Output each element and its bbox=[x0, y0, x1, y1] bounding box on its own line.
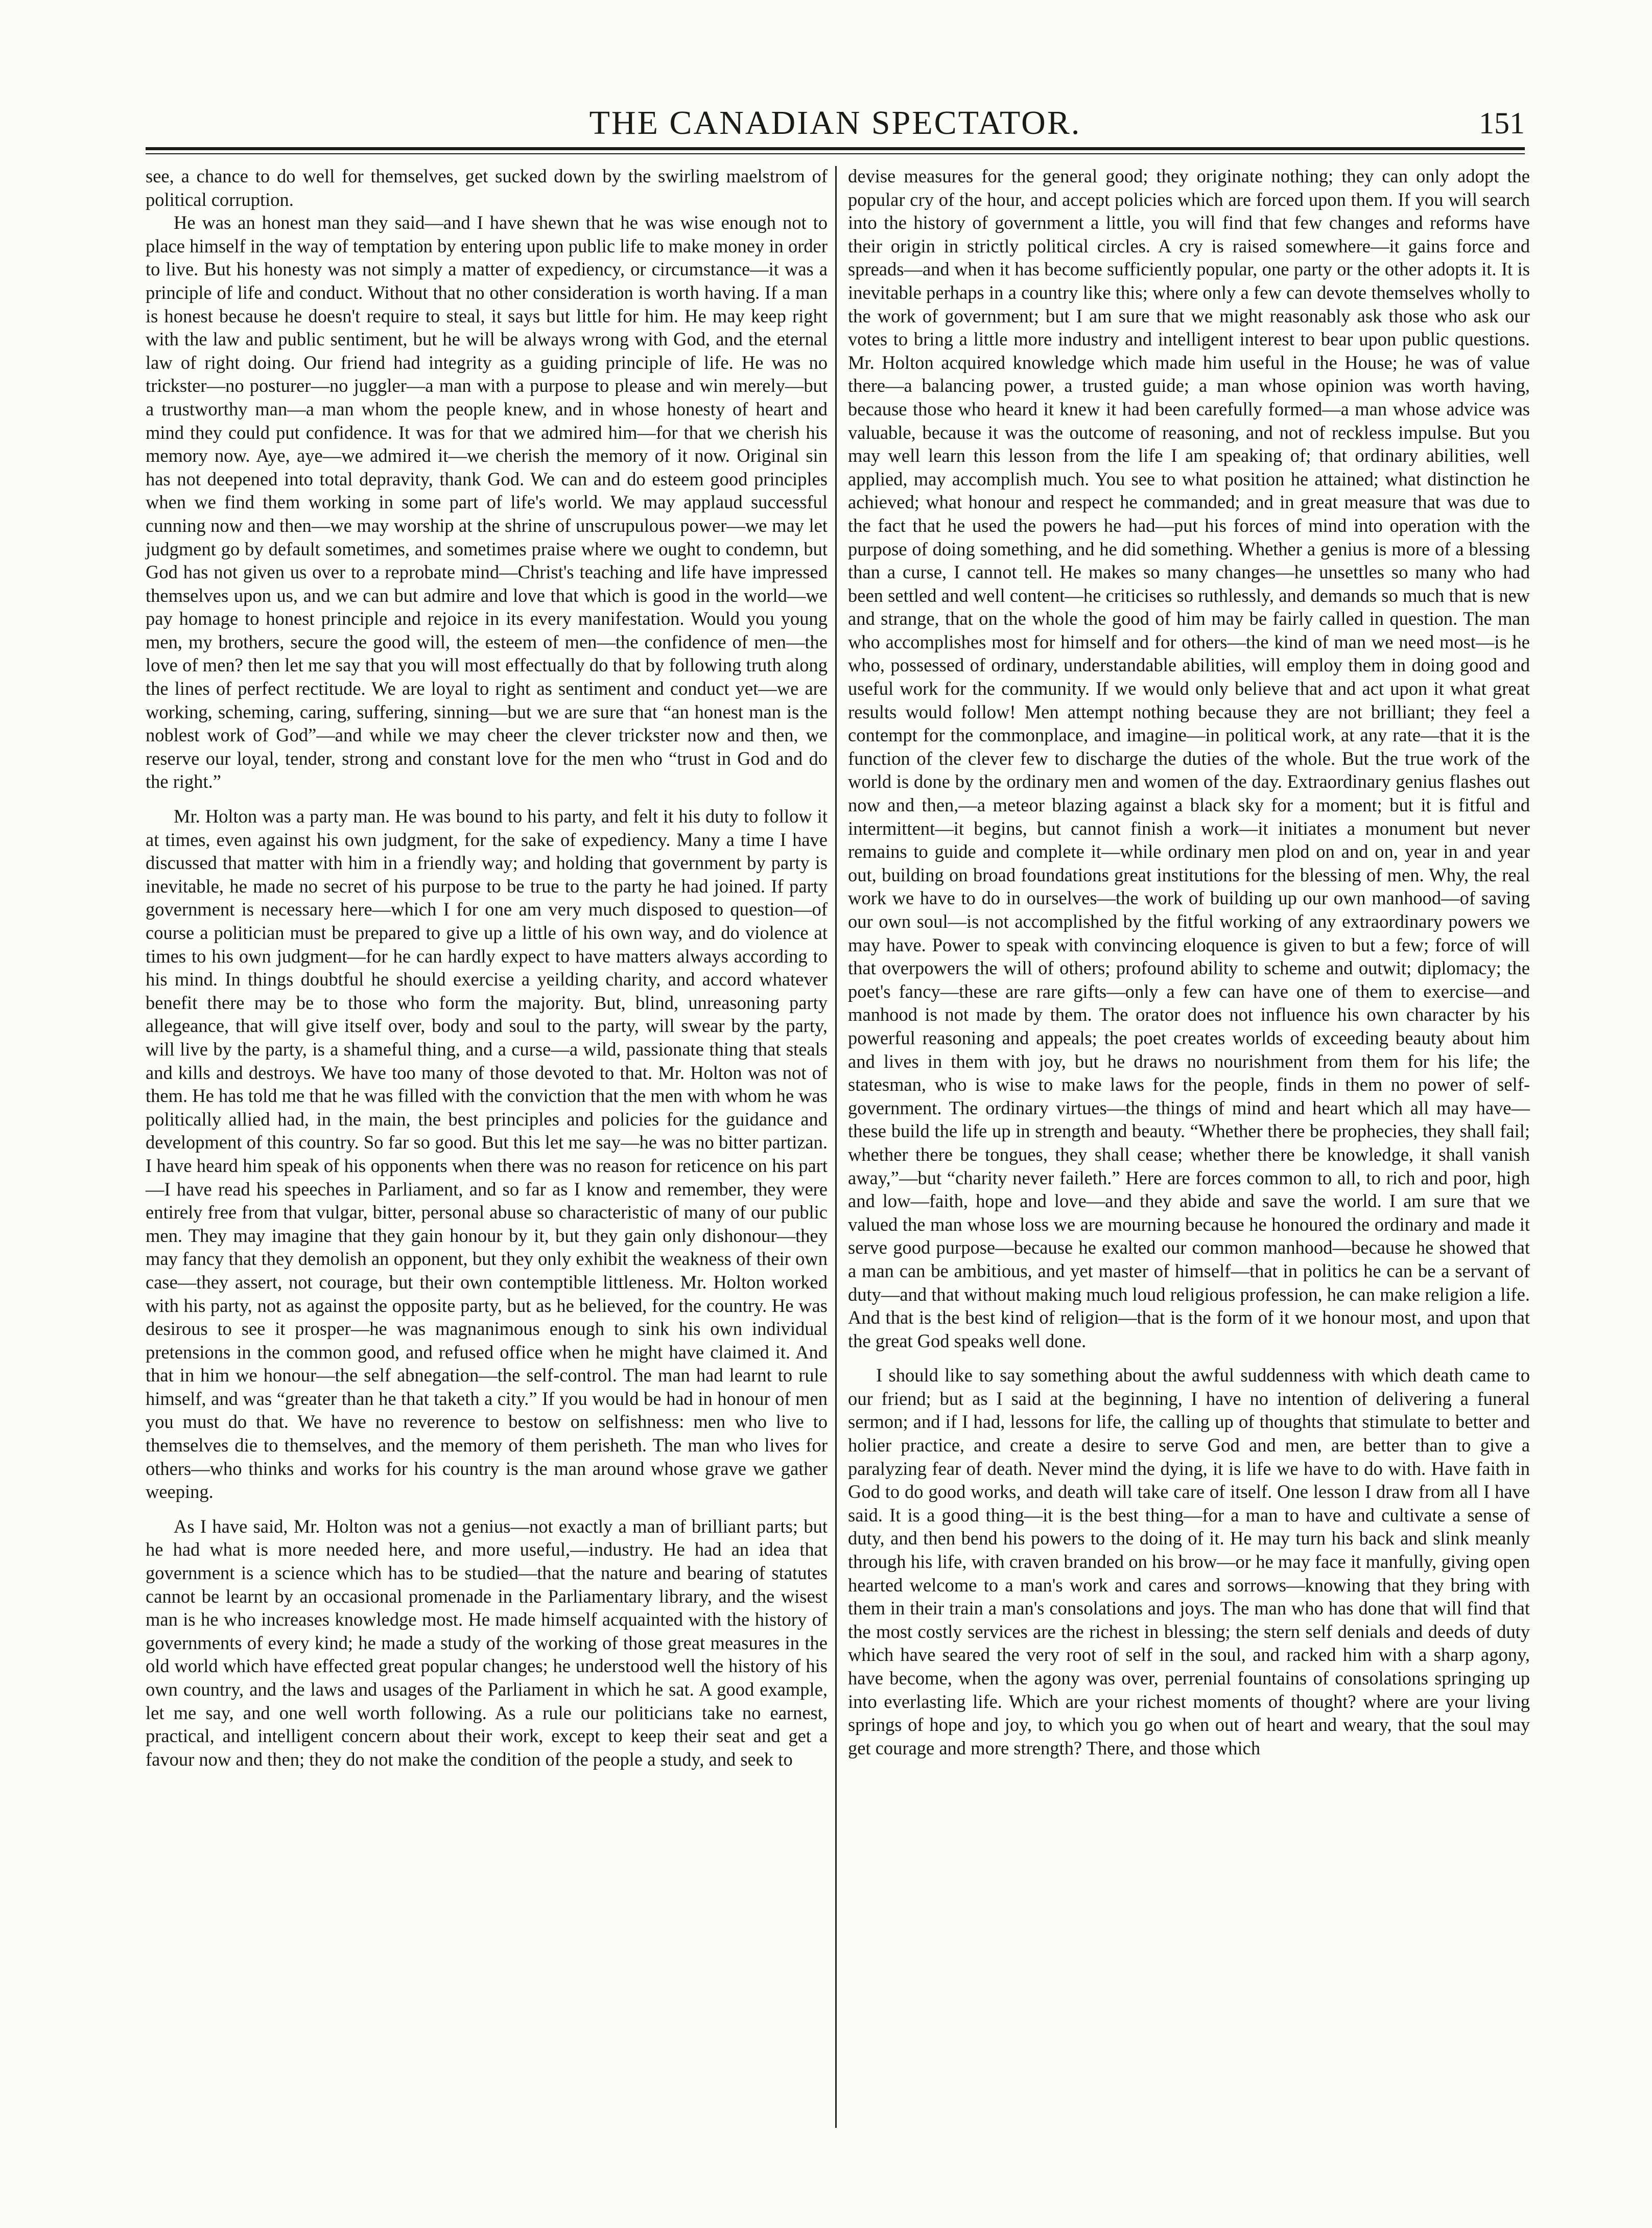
paragraph: Mr. Holton was a party man. He was bound to his party, and felt it his duty to follow it at times, even against his own judgment, for the sake of expediency. Many a time I have discussed that matter with him in a friendly way; and holding that government by party is inevitable, he made no secret of his purpose to be true to the party he had joined. If party government is necessary here—which I for one am very much disposed to question—of course a politician must be prepared to give up a little of his own way, and do violence at times to his own judgment—for he can hardly expect to have matters always according to his mind. In things doubtful he should exercise a yeilding charity, and accord whatever benefit there may be to those who form the majority. But, blind, unreasoning party allegeance, that will give itself over, body and soul to the party, will swear by the party, will live by the party, is a shameful thing, and a curse—a wild, passionate thing that steals and kills and destroys. We have too many of those devoted to that. Mr. Holton was not of them. He has told me that he was filled with the conviction that the men with whom he was politically allied had, in the main, the best principles and policies for the guidance and development of this country. So far so good. But this let me say—he was no bitter partizan. I have heard him speak of his opponents when there was no reason for reticence on his part—I have read his speeches in Parliament, and so far as I know and remember, they were entirely free from that vulgar, bitter, personal abuse so characteristic of many of our public men. They may imagine that they gain honour by it, but they gain only dishonour—they may fancy that they demolish an opponent, but they only exhibit the weakness of their own case—they assert, not courage, but their own contemptible littleness. Mr. Holton worked with his party, not as against the opposite party, but as he believed, for the country. He was desirous to see it prosper—he was magnanimous enough to sink his own individual pretensions in the common good, and refused office when he might have claimed it. And that in him we honour—the self abnegation—the self-control. The man had learnt to rule himself, and was “greater than he that taketh a city.” If you would be had in honour of men you must do that. We have no reverence to bestow on selfishness: men who live to themselves die to themselves, and the memory of them perisheth. The man who lives for others—who thinks and works for his country is the man around whose grave we gather weeping. bbox=[146, 806, 828, 1503]
paragraph: He was an honest man they said—and I have shewn that he was wise enough not to place himself in the way of temptation by entering upon public life to make money in order to live. But his honesty was not simply a matter of expediency, or circumstance—it was a principle of life and conduct. Without that no other consideration is worth having. If a man is honest because he doesn't require to steal, it says but little for him. He may keep right with the law and public sentiment, but he will be always wrong with God, and the eternal law of right doing. Our friend had integrity as a guiding principle of life. He was no trickster—no posturer—no juggler—a man with a purpose to please and win merely—but a trustworthy man—a man whom the people knew, and in whose honesty of heart and mind they could put confidence. It was for that we admired him—for that we cherish his memory now. Aye, aye—we admired it—we cherish the memory of it now. Original sin has not deepened into total depravity, thank God. We can and do esteem good principles when we find them working in some part of life's world. We may applaud successful cunning now and then—we may worship at the shrine of unscrupulous power—we may let judgment go by default sometimes, and sometimes praise where we ought to condemn, but God has not given us over to a reprobate mind—Christ's teaching and life have impressed themselves upon us, and we can but admire and love that which is good in the world—we pay homage to honest principle and rejoice in its every manifestation. Would you young men, my brothers, secure the good will, the esteem of men—the confidence of men—the love of men? then let me say that you will most effectually do that by following truth along the lines of perfect rectitude. We are loyal to right as sentiment and conduct yet—we are working, scheming, caring, suffering, sinning—but we are sure that “an honest man is the noblest work of God”—and while we may cheer the clever trickster now and then, we reserve our loyal, tender, strong and constant love for the men who “trust in God and do the right.” bbox=[146, 212, 828, 792]
right-column bbox=[848, 165, 1530, 1760]
page-number: 151 bbox=[1479, 106, 1525, 140]
paragraph: I should like to say something about the awful suddenness with which death came to our friend; but as I said at the beginning, I have no intention of delivering a funeral sermon; and if I had, lessons for life, the calling up of thoughts that stimulate to better and holier practice, and create a desire to serve God and men, are better than to give a paralyzing fear of death. Never mind the dying, it is life we have to do with. Have faith in God to do good works, and death will take care of itself. One lesson I draw from all I have said. It is a good thing—it is the best thing—for a man to have and cultivate a sense of duty, and then bend his powers to the doing of it. He may turn his back and slink meanly through his life, with craven branded on his brow—or he may face it manfully, giving open hearted welcome to a man's work and cares and sorrows—knowing that they bring with them in their train a man's consolations and joys. The man who has done that will find that the most costly services are the richest in blessing; the stern self denials and deeds of duty which have seared the very root of self in the soul, and racked him with a sharp agony, have become, when the agony was over, perrenial fountains of consolations springing up into everlasting life. Which are your richest moments of thought? where are your living springs of hope and joy, to which you go when out of heart and weary, that the soul may get courage and more strength? There, and those which bbox=[848, 1365, 1530, 1758]
header-rule-thick bbox=[146, 147, 1525, 150]
paragraph: devise measures for the general good; they originate nothing; they can only adopt the popular cry of the hour, and accept policies which are forced upon them. If you will search into the history of government a little, you will find that few changes and reforms have their origin in strictly political circles. A cry is raised somewhere—it gains force and spreads—and when it has become sufficiently popular, one party or the other adopts it. It is inevitable perhaps in a country like this; where only a few can devote themselves wholly to the work of government; but I am sure that we might reasonably ask those who ask our votes to bring a little more industry and intelligent interest to bear upon public questions. Mr. Holton acquired knowledge which made him useful in the House; he was of value there—a balancing power, a trusted guide; a man whose opinion was worth having, because those who heard it knew it had been carefully formed—a man whose advice was valuable, because it was the outcome of reasoning, and not of reckless impulse. But you may well learn this lesson from the life I am speaking of; that ordinary abilities, well applied, may accomplish much. You see to what position he attained; what distinction he achieved; what honour and respect he commanded; and in great measure that was due to the fact that he used the powers he had—put his forces of mind into operation with the purpose of doing something, and he did something. Whether a genius is more of a blessing than a curse, I cannot tell. He makes so many changes—he unsettles so many who had been settled and well content—he criticises so ruthlessly, and demands so much that is new and strange, that on the whole the good of him may be fairly called in question. The man who accomplishes most for himself and for others—the kind of man we need most—is he who, possessed of ordinary, understandable abilities, will employ them in doing good and useful work for the community. If we would only believe that and act upon it what great results would follow! Men attempt nothing because they are not brilliant; they feel a contempt for the commonplace, and imagine—in political work, at any rate—that it is the function of the clever few to discharge the duties of the whole. But the true work of the world is done by the ordinary men and women of the day. Extraordinary genius flashes out now and then,—a meteor blazing against a black sky for a moment; but it is fitful and intermittent—it begins, but cannot finish a work—it initiates a monument but never remains to guide and complete it—while ordinary men plod on and on, year in and year out, building on broad foundations great institutions for the blessing of men. Why, the real work we have to do in ourselves—the work of building up our own manhood—of saving our own soul—is not accomplished by the fitful working of any extraordinary powers we may have. Power to speak with convincing eloquence is given to but a few; force of will that overpowers the will of others; profound ability to scheme and outwit; diplomacy; the poet's fancy—these are rare gifts—only a few can have one of them to exercise—and manhood is not made by them. The orator does not influence his own character by his powerful reasoning and appeals; the poet creates worlds of exceeding beauty about him and lives in them with joy, but he draws no nourishment from them for his life; the statesman, who is wise to make laws for the people, finds in them no power of self-government. The ordinary virtues—the things of mind and heart which all may have—these build the life up in strength and beauty. “Whether there be prophecies, they shall fail; whether there be tongues, they shall cease; whether there be knowledge, it shall vanish away,”—but “charity never faileth.” Here are forces common to all, to rich and poor, high and low—faith, hope and love—and they abide and save the world. I am sure that we valued the man whose loss we are mourning because he honoured the ordinary and made it serve good purpose—because he exalted our common manhood—because he showed that a man can be ambitious, and yet master of himself—that in politics he can be a servant of duty—and that without making much loud religious profession, he can make religion a life. And that is the best kind of religion—that is the form of it we honour most, and upon that the great God speaks well done. bbox=[848, 166, 1530, 1351]
column-divider bbox=[835, 166, 837, 2128]
masthead bbox=[146, 100, 1525, 146]
paragraph: As I have said, Mr. Holton was not a genius—not exactly a man of brilliant parts; but he had what is more needed here, and more useful,—industry. He had an idea that government is a science which has to be studied—that the nature and bearing of statutes cannot be learnt by an occasional promenade in the Parliamentary library, and the wisest man is he who increases knowledge most. He made himself acquainted with the history of governments of every kind; he made a study of the working of those great measures in the old world which have effected great popular changes; he understood well the history of his own country, and the laws and usages of the Parliament in which he sat. A good example, let me say, and one well worth following. As a rule our politicians take no earnest, practical, and intelligent concern about their work, except to keep their seat and get a favour now and then; they do not make the condition of the people a study, and seek to bbox=[146, 1515, 828, 1770]
paragraph: see, a chance to do well for themselves, get sucked down by the swirling maelstrom of political corruption. bbox=[146, 166, 828, 210]
publication-title: THE CANADIAN SPECTATOR. bbox=[589, 104, 1081, 142]
left-column bbox=[146, 165, 828, 1771]
header-rule-thin bbox=[146, 153, 1525, 154]
